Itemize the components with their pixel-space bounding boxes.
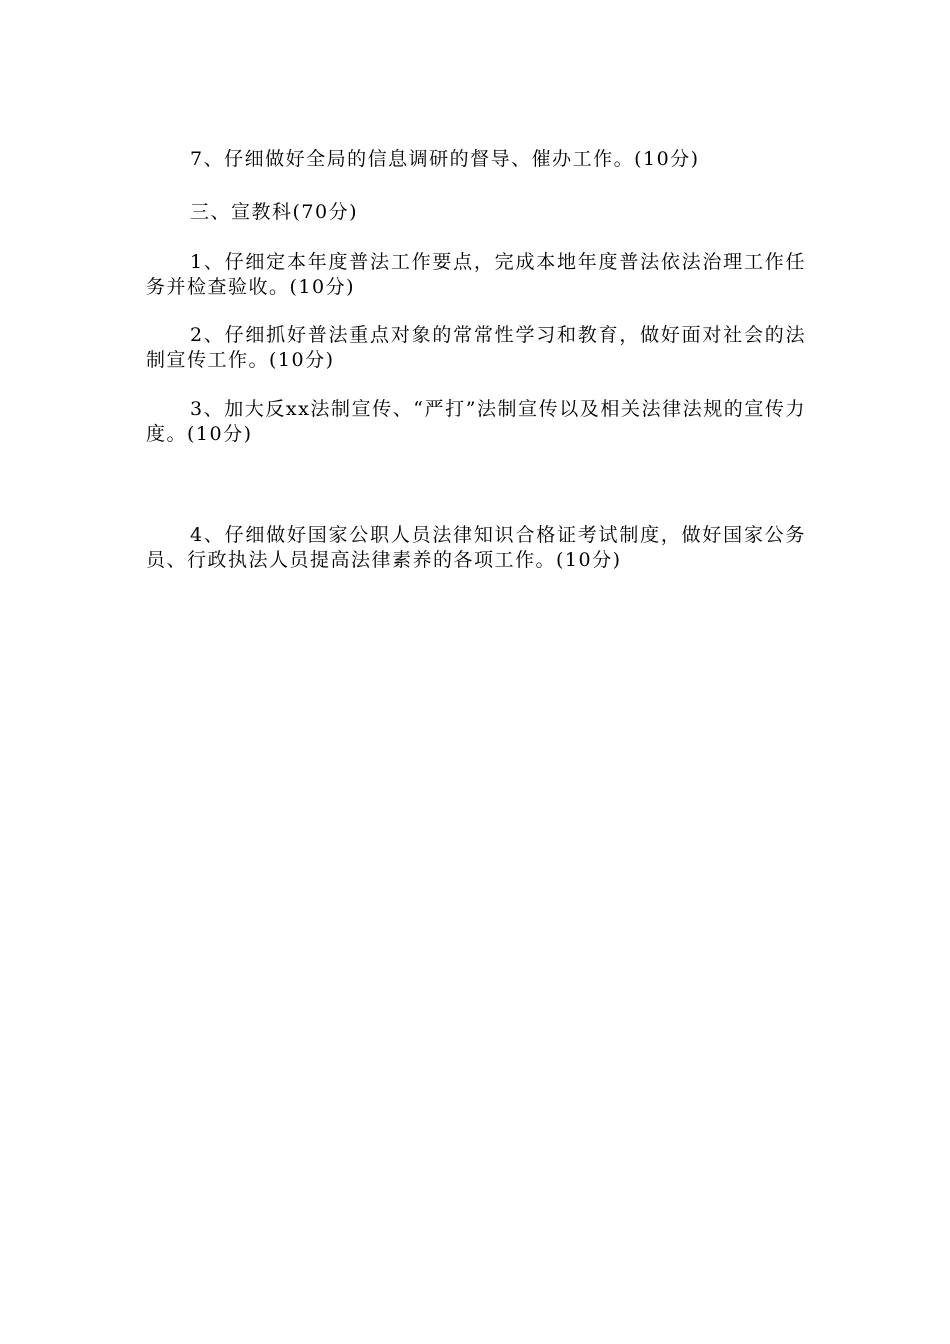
section-heading-publicity: 三、宣教科(70分) — [190, 201, 359, 223]
paragraph-item-4: 4、仔细做好国家公职人员法律知识合格证考试制度，做好国家公务员、行政执法人员提高法律素养的各项工作。(10分) — [146, 524, 806, 571]
paragraph-item-3: 3、加大反xx法制宣传、“严打”法制宣传以及相关法律法规的宣传力度。(10分) — [146, 398, 806, 445]
paragraph-item-2: 2、仔细抓好普法重点对象的常常性学习和教育，做好面对社会的法制宣传工作。(10分) — [146, 324, 806, 371]
paragraph-item-1: 1、仔细定本年度普法工作要点，完成本地年度普法依法治理工作任务并检查验收。(10分) — [146, 251, 806, 298]
paragraph-item-7: 7、仔细做好全局的信息调研的督导、催办工作。(10分) — [190, 148, 700, 170]
